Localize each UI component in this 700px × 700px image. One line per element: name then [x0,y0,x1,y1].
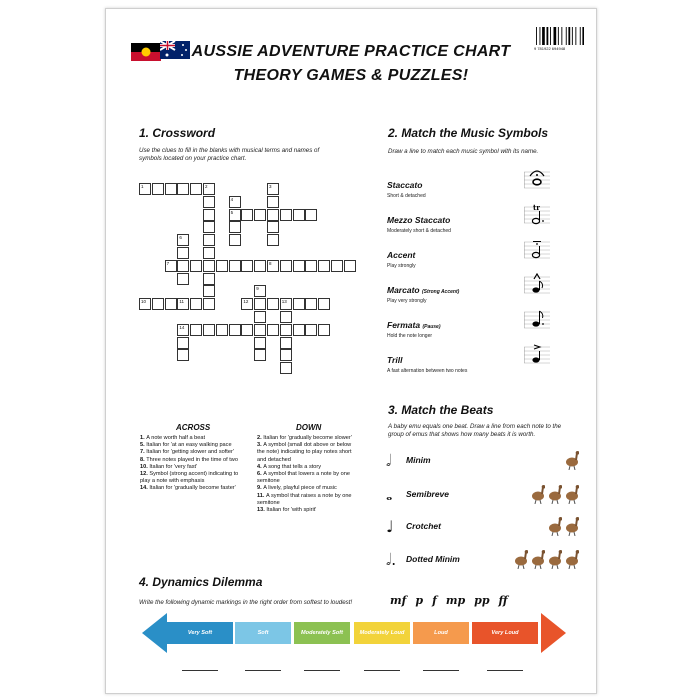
emu-icon [530,484,545,504]
barcode-number: 9 781922 694948 [534,46,566,51]
crossword-cell[interactable] [254,298,266,310]
symbol-name-text: Fermata [387,320,423,330]
dynamic-marking: ff [498,594,508,607]
clue-text: A symbol that raises a note by one semitone [257,492,352,506]
crossword-cell[interactable] [177,298,189,310]
page-subtitle: THEORY GAMES & PUZZLES! [233,67,469,84]
beat-note-name: Dotted Minim [406,554,460,564]
dynamics-level-loud: Loud [413,622,469,644]
symbol-name [387,250,415,260]
dynamic-marking: mf [390,594,407,607]
clue-number: 8. [140,456,147,463]
crossword-cell[interactable] [318,260,330,272]
crossword-heading: 1. Crossword [139,126,216,140]
crossword-cell[interactable] [280,337,292,349]
across-clue [140,457,244,464]
match-symbols-heading: 2. Match the Music Symbols [388,126,549,140]
symbol-name-text: Accent [387,250,416,260]
across-clue [140,435,244,442]
emu-icon [564,484,579,504]
down-clue [257,442,357,464]
symbol-description: Play very strongly [387,298,427,304]
trill-symbol-icon [524,343,550,365]
crossword-cell[interactable] [241,209,253,221]
crossword-cell[interactable] [190,260,202,272]
symbol-name-text: Mezzo Staccato [387,215,451,225]
crossword-cell[interactable] [318,298,330,310]
clue-number: 5. [140,442,147,449]
emu-icon [564,450,579,470]
match-symbols-instructions: Draw a line to match each music symbol with its name. [388,148,539,155]
symbol-name [387,180,422,190]
symbol-name [387,355,402,365]
crossword-cell[interactable] [241,260,253,272]
crossword-cell[interactable] [267,196,279,208]
crossword-cell[interactable] [177,273,189,285]
crossword-cell[interactable] [293,298,305,310]
dynamics-level-soft: Soft [235,622,291,644]
clue-number: 3. [257,442,264,449]
answer-blank[interactable] [423,669,459,671]
crossword-cell[interactable] [267,298,279,310]
symbol-description: Hold the note longer [387,333,433,339]
clue-number: 4. [257,463,264,470]
crossword-cell[interactable] [190,324,202,336]
clue-number: 12. [140,471,150,478]
dynamics-level-very-soft: Very Soft [167,622,233,644]
crossword-cell[interactable] [139,298,151,310]
fermata-symbol-icon [524,308,550,330]
across-heading: ACROSS [176,423,211,432]
symbol-name-extra: (Strong Accent) [421,289,460,295]
dynamic-markings [390,594,508,607]
across-clue [140,471,244,485]
clue-number: 14. [140,485,150,492]
crossword-number: 9 [256,286,259,292]
svg-text:tr: tr [533,203,540,212]
crossword-cell[interactable] [165,260,177,272]
crossword-cell[interactable] [267,221,279,233]
note-crotchet-icon: ♩ [386,517,394,536]
crossword-cell[interactable] [229,221,241,233]
crossword-cell[interactable] [177,324,189,336]
answer-blank[interactable] [364,669,400,671]
answer-blank[interactable] [487,669,523,671]
answer-blank[interactable] [245,669,281,671]
crossword-number: 5 [230,209,234,215]
down-heading: DOWN [296,423,322,432]
emu-icon [564,549,579,569]
crossword-cell[interactable] [254,260,266,272]
crossword-number: 10 [141,299,147,305]
crossword-cell[interactable] [331,260,343,272]
dynamic-marking: p [415,594,424,607]
crossword-number: 8 [269,260,272,266]
dynamics-instructions: Write the following dynamic markings in the right order from softest to loudest! [139,599,353,606]
crossword-cell[interactable] [203,285,215,297]
crossword-cell[interactable] [280,362,292,374]
crossword-cell[interactable] [280,349,292,361]
staccato-symbol-icon [524,168,550,190]
crossword-cell[interactable] [267,260,279,272]
answer-blank[interactable] [182,669,218,671]
emu-icon [547,549,562,569]
crossword-cell[interactable] [280,298,292,310]
down-clue [257,507,357,514]
emu-icon [564,516,579,536]
clue-text: Italian for 'at an easy walking pace [146,442,232,449]
crossword-cell[interactable] [318,324,330,336]
crossword-number: 4 [230,196,234,202]
across-clue [140,485,244,492]
emu-icon [547,516,562,536]
crossword-cell[interactable] [293,260,305,272]
crossword-number: 2 [205,184,208,189]
crossword-cell[interactable] [203,324,215,336]
crossword-cell[interactable] [241,298,253,310]
crossword-cell[interactable] [229,196,241,208]
crossword-grid[interactable] [106,9,596,409]
note-minim-icon: 𝅗𝅥 [386,451,392,470]
crossword-cell[interactable] [190,298,202,310]
emu-icon [547,484,562,504]
dynamic-marking: mp [445,594,466,607]
beat-note-name: Crotchet [406,521,441,531]
symbol-name [387,285,459,295]
crossword-cell[interactable] [203,260,215,272]
dynamic-marking: f [432,594,437,607]
clue-number: 1. [140,435,147,441]
down-clue [257,485,357,492]
crossword-cell[interactable] [305,260,317,272]
crossword-cell[interactable] [216,324,228,336]
symbol-description: Play strongly [387,263,416,269]
clue-text: Three notes played in the time of two [146,456,238,463]
crossword-number: 13 [281,299,287,305]
clue-text: Italian for 'with spirit' [266,507,317,514]
crossword-cell[interactable] [280,311,292,323]
symbol-name [387,215,450,225]
crossword-cell[interactable] [305,298,317,310]
emu-icon [530,549,545,569]
crossword-cell[interactable] [203,298,215,310]
crossword-cell[interactable] [177,349,189,361]
dynamics-level-moderately-loud: Moderately Loud [354,622,410,644]
crossword-cell[interactable] [203,196,215,208]
crossword-cell[interactable] [254,324,266,336]
symbol-name-text: Marcato [387,285,422,295]
across-clue [140,442,244,449]
clue-text: Italian for 'gradually become faster' [149,485,236,492]
down-clue [257,435,357,442]
dynamic-marking: pp [474,594,490,607]
crossword-cell[interactable] [203,273,215,285]
crossword-cell[interactable] [229,234,241,246]
crossword-cell[interactable] [177,234,189,246]
clue-text: A symbol that lowers a note by one semitone [257,471,350,485]
note-semibreve-icon: 𝅝 [386,485,393,504]
crossword-cell[interactable] [305,324,317,336]
marcato-symbol-icon [524,273,550,295]
across-clues [140,435,244,493]
crossword-cell[interactable] [229,260,241,272]
crossword-cell[interactable] [280,209,292,221]
crossword-cell[interactable] [203,209,215,221]
crossword-cell[interactable] [254,311,266,323]
clue-text: A song that tells a story [263,463,322,470]
crossword-cell[interactable] [344,260,356,272]
crossword-cell[interactable] [216,260,228,272]
note-dotted-minim-icon: 𝅗𝅥. [386,550,397,569]
crossword-cell[interactable] [267,183,279,195]
worksheet-page [105,8,597,694]
clue-number: 10. [140,463,150,470]
dynamics-level-moderately-soft: Moderately Soft [294,622,350,644]
symbol-name-extra: (Pause) [422,324,441,330]
down-clues [257,435,357,514]
clue-number: 7. [140,449,147,456]
crossword-number: 11 [179,299,185,305]
crossword-instructions: Use the clues to fill in the blanks with musical terms and names of symbols located on your practice chart. [139,147,320,162]
crossword-cell[interactable] [267,234,279,246]
crossword-cell[interactable] [280,260,292,272]
clue-number: 11. [257,492,267,499]
crossword-cell[interactable] [203,221,215,233]
crossword-cell[interactable] [267,324,279,336]
crossword-cell[interactable] [293,324,305,336]
crossword-cell[interactable] [203,183,215,195]
dynamics-level-very-loud: Very Loud [472,622,538,644]
across-clue [140,464,244,471]
symbol-name-text: Staccato [387,180,423,190]
answer-blank[interactable] [304,669,340,671]
crossword-cell[interactable] [165,298,177,310]
symbol-description: Moderately short & detached [387,228,451,234]
crossword-cell[interactable] [190,183,202,195]
crossword-cell[interactable] [229,324,241,336]
crossword-cell[interactable] [254,209,266,221]
mezzo-staccato-symbol-icon [524,203,550,225]
crossword-number: 1 [141,184,144,189]
dynamics-heading: 4. Dynamics Dilemma [139,575,263,589]
crossword-number: 6 [179,235,182,241]
accent-symbol-icon [524,238,550,260]
down-clue [257,471,357,485]
clue-text: A symbol (small dot above or below the note) indicating to play notes short and detached [257,442,352,463]
crossword-cell[interactable] [267,209,279,221]
crossword-cell[interactable] [254,337,266,349]
crossword-cell[interactable] [177,260,189,272]
beat-note-name: Semibreve [406,489,449,499]
clue-number: 13. [257,507,267,514]
clue-number: 2. [257,435,264,441]
crossword-cell[interactable] [152,298,164,310]
match-beats-heading: 3. Match the Beats [388,403,494,417]
across-clue [140,449,244,456]
crossword-cell[interactable] [293,209,305,221]
crossword-cell[interactable] [139,183,151,195]
clue-text: Italian for 'getting slower and softer' [146,449,234,456]
clue-text: Italian for 'very fast' [149,463,198,470]
clue-number: 6. [257,471,264,478]
page-title: AUSSIE ADVENTURE PRACTICE CHART [191,43,511,60]
crossword-cell[interactable] [229,209,241,221]
clue-text: Italian for 'gradually become slower' [263,435,352,441]
crossword-cell[interactable] [177,247,189,259]
crossword-number: 12 [243,299,249,305]
beat-note-name: Minim [406,455,431,465]
symbol-name [387,320,441,330]
match-beats-instructions: A baby emu equals one beat. Draw a line from each note to the group of emus that shows how many beats it is worth. [388,423,562,438]
symbol-description: Short & detached [387,193,426,199]
clue-text: A note worth half a beat [146,435,206,441]
crossword-cell[interactable] [203,234,215,246]
crossword-cell[interactable] [254,349,266,361]
crossword-number: 7 [166,260,170,266]
clue-text: A lively, playful piece of music [263,485,337,492]
crossword-cell[interactable] [177,183,189,195]
crossword-number: 3 [269,184,272,189]
crossword-cell[interactable] [280,324,292,336]
clue-text: Symbol (strong accent) indicating to play a note with emphasis [140,471,239,485]
crossword-cell[interactable] [165,183,177,195]
clue-number: 9. [257,485,264,492]
crossword-cell[interactable] [152,183,164,195]
down-clue [257,464,357,471]
crossword-cell[interactable] [305,209,317,221]
crossword-cell[interactable] [203,247,215,259]
symbol-name-text: Trill [387,355,403,365]
crossword-number: 14 [179,324,185,330]
crossword-cell[interactable] [241,324,253,336]
symbol-description: A fast alternation between two notes [387,368,468,374]
emu-icon [513,549,528,569]
crossword-cell[interactable] [177,337,189,349]
crossword-cell[interactable] [254,285,266,297]
down-clue [257,493,357,507]
